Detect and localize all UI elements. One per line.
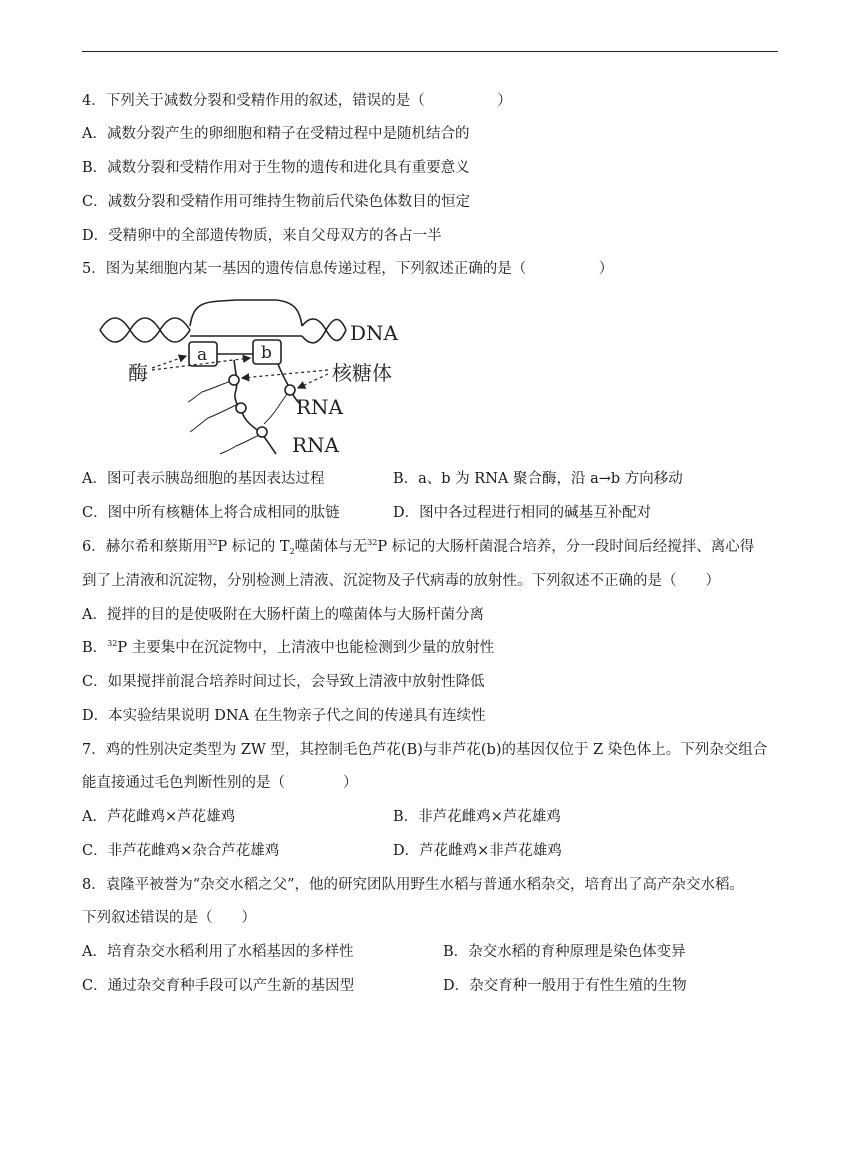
q4-option-c[interactable]: C．减数分裂和受精作用可维持生物前后代染色体数目的恒定 xyxy=(82,194,471,210)
dna-helix-right xyxy=(302,319,346,343)
q5-stem: 5．图为某细胞内某一基因的遗传信息传递过程，下列叙述正确的是（ ） xyxy=(82,261,614,277)
q4-option-a[interactable]: A．减数分裂产生的卵细胞和精子在受精过程中是随机结合的 xyxy=(82,126,470,142)
q8-stem-line1: 8．袁隆平被誉为“杂交水稻之父”，他的研究团队用野生水稻与普通水稻杂交，培育出了高产杂交水稻。 xyxy=(82,877,745,893)
q6-option-d[interactable]: D．本实验结果说明 DNA 在生物亲子代之间的传递具有连续性 xyxy=(82,708,486,724)
q5-option-b[interactable]: B．a、b 为 RNA 聚合酶，沿 a→b 方向移动 xyxy=(393,471,683,487)
q4-stem: 4．下列关于减数分裂和受精作用的叙述，错误的是（ ） xyxy=(82,93,512,109)
dna-label: DNA xyxy=(350,321,398,345)
q7-option-c[interactable]: C．非芦花雌鸡×杂合芦花雄鸡 xyxy=(82,843,280,859)
gene-expression-figure xyxy=(96,296,426,458)
q7-option-b[interactable]: B．非芦花雌鸡×芦花雄鸡 xyxy=(393,809,561,825)
q6-stem-line1: 6．赫尔希和蔡斯用$^{32}$P 标记的 $T_2$噬菌体与无$^{32}$P 标记的大肠杆菌混合培养，分一段时间后经搅拌、离心得 xyxy=(82,538,755,556)
enzyme-a-label: a xyxy=(197,345,208,365)
q7-option-d[interactable]: D．芦花雌鸡×非芦花雄鸡 xyxy=(393,843,562,859)
q7-stem-line1: 7．鸡的性别决定类型为 ZW 型，其控制毛色芦花(B)与非芦花(b)的基因仅位于 Z 染色体上。下列杂交组合 xyxy=(82,742,768,758)
dna-helix-left xyxy=(100,318,190,342)
q7-option-a[interactable]: A．芦花雌鸡×芦花雄鸡 xyxy=(82,809,236,825)
q8-stem-line2: 下列叙述错误的是（ ） xyxy=(82,910,256,926)
q8-option-a[interactable]: A．培育杂交水稻利用了水稻基因的多样性 xyxy=(82,944,354,960)
q6-option-a[interactable]: A．搅拌的目的是使吸附在大肠杆菌上的噬菌体与大肠杆菌分离 xyxy=(82,607,484,623)
ribosome-1 xyxy=(229,375,239,385)
q7-stem-line2: 能直接通过毛色判断性别的是（ ） xyxy=(82,775,358,791)
q8-option-b[interactable]: B．杂交水稻的育种原理是染色体变异 xyxy=(443,944,686,960)
dna-bubble-top xyxy=(190,300,302,326)
q6-stem-line2: 到了上清液和沉淀物，分别检测上清液、沉淀物及子代病毒的放射性。下列叙述不正确的是（ ） xyxy=(82,573,720,589)
q8-option-c[interactable]: C．通过杂交育种手段可以产生新的基因型 xyxy=(82,978,355,994)
ribosome-2 xyxy=(236,403,246,413)
ribosome-label: 核糖体 xyxy=(332,361,392,385)
q5-option-a[interactable]: A．图可表示胰岛细胞的基因表达过程 xyxy=(82,471,325,487)
enzyme-label: 酶 xyxy=(128,361,148,385)
q8-option-d[interactable]: D．杂交育种一般用于有性生殖的生物 xyxy=(443,978,687,994)
q5-option-c[interactable]: C．图中所有核糖体上将合成相同的肽链 xyxy=(82,505,340,521)
rna-label-2: RNA xyxy=(292,433,340,457)
rna-label-1: RNA xyxy=(296,395,344,419)
q5-option-d[interactable]: D．图中各过程进行相同的碱基互补配对 xyxy=(393,505,652,521)
header-rule xyxy=(82,51,778,52)
q4-option-d[interactable]: D．受精卵中的全部遗传物质，来自父母双方的各占一半 xyxy=(82,228,442,244)
q6-option-c[interactable]: C．如果搅拌前混合培养时间过长，会导致上清液中放射性降低 xyxy=(82,674,485,690)
q4-option-b[interactable]: B．减数分裂和受精作用对于生物的遗传和进化具有重要意义 xyxy=(82,160,470,176)
ribosome-3 xyxy=(257,427,267,437)
enzyme-b-label: b xyxy=(261,343,272,363)
ribosome-4 xyxy=(285,385,295,395)
q6-option-b[interactable]: B．$^{32}$P 主要集中在沉淀物中，上清液中也能检测到少量的放射性 xyxy=(82,639,495,656)
